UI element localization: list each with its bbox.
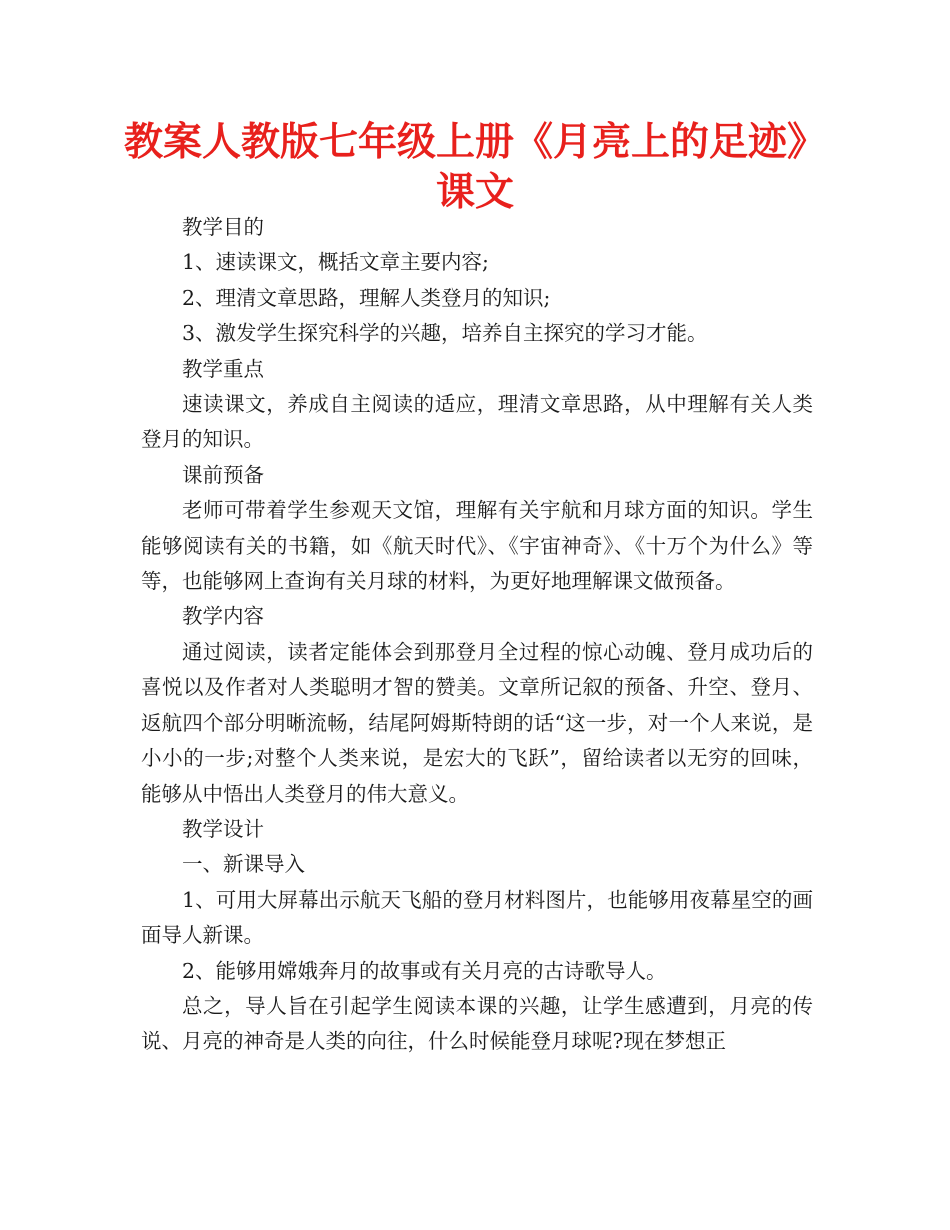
heading-teaching-goals: 教学目的 <box>182 215 264 239</box>
intro-item-2: 2、能够用嫦娥奔月的故事或有关月亮的古诗歌导人。 <box>182 958 667 983</box>
preparation-paragraph: 老师可带着学生参观天文馆，理解有关宇航和月球方面的知识。学生能够阅读有关的书籍，如《航天时代》、《宇宙神奇》、《十万个为什么》等等，也能够网上查询有关月球的材料，为更好地理解课文做预备。 <box>141 498 813 594</box>
title-line-2: 课文 <box>435 170 514 215</box>
heading-teaching-design: 教学设计 <box>182 816 264 841</box>
heading-teaching-content: 教学内容 <box>182 604 264 629</box>
goal-item-2: 2、理清文章思路，理解人类登月的知识; <box>182 285 551 310</box>
heading-teaching-focus: 教学重点 <box>182 356 264 381</box>
focus-paragraph: 速读课文，养成自主阅读的适应，理清文章思路，从中理解有关人类登月的知识。 <box>141 392 813 452</box>
goal-item-1: 1、速读课文，概括文章主要内容; <box>182 250 489 275</box>
title-line-1: 教案人教版七年级上册《月亮上的足迹》 <box>123 120 826 165</box>
section-new-lesson-intro: 一、新课导入 <box>182 852 305 877</box>
summary-paragraph: 总之，导人旨在引起学生阅读本课的兴趣，让学生感遭到，月亮的传说、月亮的神奇是人类的向往，什么时候能登月球呢?现在梦想正 <box>141 993 813 1054</box>
document-body <box>141 210 813 1060</box>
document-title <box>0 118 950 218</box>
content-paragraph: 通过阅读，读者定能体会到那登月全过程的惊心动魄、登月成功后的喜悦以及作者对人类聪明才智的赞美。文章所记叙的预备、升空、登月、返航四个部分明晰流畅，结尾阿姆斯特朗的话“这一步，对一个人来说，是小小的一步;对整个人类来说，是宏大的飞跃”，留给读者以无穷的回味，能够从中悟出人类登月的伟大意义。 <box>141 639 813 806</box>
intro-item-1: 1、可用大屏幕出示航天飞船的登月材料图片，也能够用夜幕星空的画面导人新课。 <box>141 887 813 948</box>
heading-preparation: 课前预备 <box>182 462 264 487</box>
goal-item-3: 3、激发学生探究科学的兴趣，培养自主探究的学习才能。 <box>182 321 708 346</box>
